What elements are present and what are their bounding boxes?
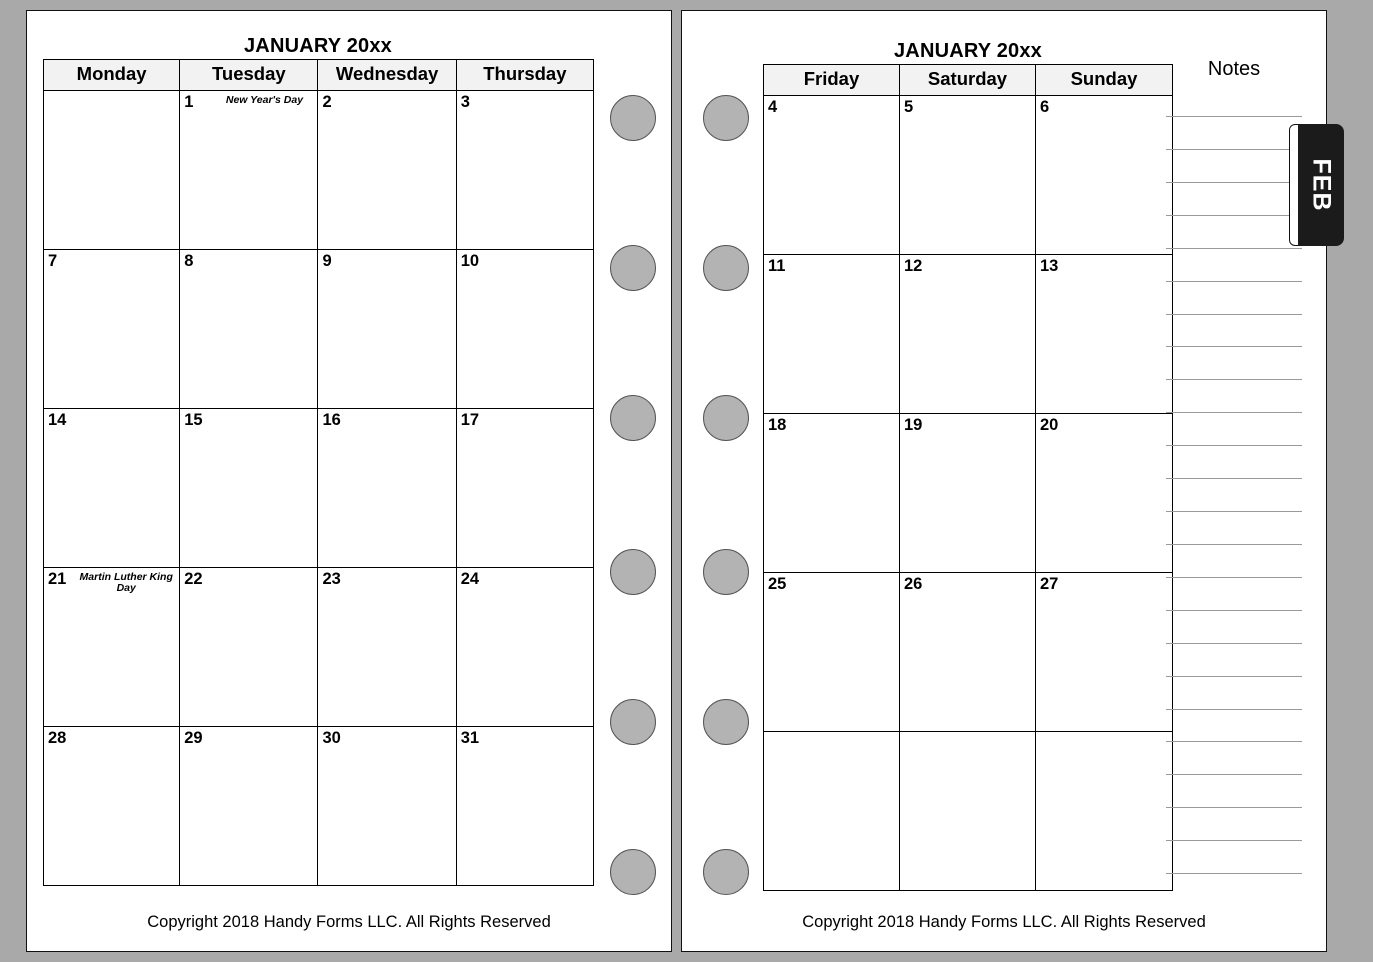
day-cell[interactable] [764, 732, 900, 891]
week-row [44, 727, 594, 886]
column-header-friday: Friday [764, 65, 900, 96]
ring-hole [703, 245, 749, 291]
day-number: 8 [184, 252, 194, 270]
note-line[interactable] [1166, 610, 1302, 611]
day-cell[interactable] [764, 96, 900, 255]
note-line[interactable] [1166, 774, 1302, 775]
day-cell[interactable] [900, 414, 1036, 573]
note-line[interactable] [1166, 840, 1302, 841]
day-cell[interactable] [44, 250, 180, 409]
left-page-title: JANUARY 20xx [243, 35, 393, 57]
day-cell[interactable] [44, 91, 180, 250]
day-cell[interactable] [456, 409, 593, 568]
day-number: 30 [322, 729, 341, 747]
day-cell[interactable] [1036, 732, 1173, 891]
day-cell[interactable] [1036, 414, 1173, 573]
note-line[interactable] [1166, 182, 1302, 183]
day-cell[interactable] [318, 568, 456, 727]
day-number: 22 [184, 570, 203, 588]
note-line[interactable] [1166, 314, 1302, 315]
note-line[interactable] [1166, 709, 1302, 710]
day-number: 3 [460, 93, 470, 111]
day-number: 31 [460, 729, 480, 747]
note-line[interactable] [1166, 116, 1302, 117]
ring-hole [703, 849, 749, 895]
ring-hole [703, 699, 749, 745]
holiday-label: New Year's Day [225, 94, 304, 106]
day-cell[interactable] [180, 409, 318, 568]
right-ring-holes [692, 11, 758, 951]
day-number: 28 [48, 729, 67, 747]
note-line[interactable] [1166, 149, 1302, 150]
day-cell[interactable] [1036, 96, 1173, 255]
day-number: 10 [460, 252, 480, 270]
day-cell[interactable] [456, 727, 593, 886]
ring-hole [703, 395, 749, 441]
week-row [764, 732, 1173, 891]
note-line[interactable] [1166, 643, 1302, 644]
week-row [44, 250, 594, 409]
week-row [44, 91, 594, 250]
day-cell[interactable] [44, 409, 180, 568]
day-cell[interactable] [180, 91, 318, 250]
notes-title: Notes [1207, 58, 1261, 80]
column-header-tuesday: Tuesday [180, 60, 318, 91]
day-cell[interactable] [318, 250, 456, 409]
ring-hole [610, 699, 656, 745]
note-line[interactable] [1166, 346, 1302, 347]
week-row [44, 409, 594, 568]
week-row [764, 96, 1173, 255]
day-cell[interactable] [456, 568, 593, 727]
right-copyright: Copyright 2018 Handy Forms LLC. All Rights Reserved [802, 913, 1206, 931]
day-number: 16 [322, 411, 341, 429]
day-cell[interactable] [1036, 573, 1173, 732]
note-line[interactable] [1166, 248, 1302, 249]
month-tab-feb[interactable] [1298, 124, 1344, 246]
left-ring-holes [599, 11, 665, 951]
note-line[interactable] [1166, 379, 1302, 380]
day-number: 18 [768, 416, 787, 434]
column-header-monday: Monday [44, 60, 180, 91]
day-cell[interactable] [456, 91, 593, 250]
day-cell[interactable] [180, 727, 318, 886]
day-number: 26 [904, 575, 923, 593]
week-row [764, 573, 1173, 732]
ring-hole [610, 395, 656, 441]
note-line[interactable] [1166, 577, 1302, 578]
holiday-label: Martin Luther King Day [79, 571, 173, 595]
note-line[interactable] [1166, 676, 1302, 677]
day-number: 25 [768, 575, 787, 593]
day-number: 21 [48, 570, 67, 588]
day-cell[interactable] [318, 409, 456, 568]
left-copyright: Copyright 2018 Handy Forms LLC. All Rights Reserved [147, 913, 551, 931]
right-header-row [764, 65, 1173, 96]
day-number: 24 [460, 570, 480, 588]
day-cell[interactable] [900, 573, 1036, 732]
day-cell[interactable] [900, 732, 1036, 891]
day-cell[interactable] [764, 573, 900, 732]
right-page-title: JANUARY 20xx [893, 40, 1043, 62]
ring-hole [610, 849, 656, 895]
week-row [44, 568, 594, 727]
ring-hole [703, 95, 749, 141]
day-cell[interactable] [44, 727, 180, 886]
day-number: 4 [768, 98, 778, 116]
day-cell[interactable] [318, 91, 456, 250]
note-line[interactable] [1166, 511, 1302, 512]
day-number: 6 [1040, 98, 1050, 116]
day-number: 20 [1040, 416, 1059, 434]
ring-hole [610, 95, 656, 141]
day-cell[interactable] [900, 255, 1036, 414]
week-row [764, 414, 1173, 573]
left-header-row [44, 60, 594, 91]
day-number: 29 [184, 729, 203, 747]
day-number: 15 [184, 411, 203, 429]
week-row [764, 255, 1173, 414]
note-line[interactable] [1166, 478, 1302, 479]
day-cell[interactable] [318, 727, 456, 886]
day-cell[interactable] [764, 414, 900, 573]
day-cell[interactable] [180, 250, 318, 409]
day-number: 5 [904, 98, 914, 116]
column-header-sunday: Sunday [1036, 65, 1173, 96]
ring-hole [610, 245, 656, 291]
day-cell[interactable] [764, 255, 900, 414]
day-number: 19 [904, 416, 923, 434]
day-number: 7 [48, 252, 58, 270]
day-number: 14 [48, 411, 67, 429]
day-cell[interactable] [900, 96, 1036, 255]
month-tab-label: FEB [1307, 158, 1336, 212]
note-line[interactable] [1166, 412, 1302, 413]
day-cell[interactable] [44, 568, 180, 727]
day-number: 17 [460, 411, 480, 429]
right-calendar-grid [763, 64, 1173, 891]
note-line[interactable] [1166, 445, 1302, 446]
note-line[interactable] [1166, 873, 1302, 874]
column-header-thursday: Thursday [456, 60, 593, 91]
day-number: 12 [904, 257, 923, 275]
notes-lines[interactable] [1166, 116, 1302, 906]
column-header-saturday: Saturday [900, 65, 1036, 96]
ring-hole [703, 549, 749, 595]
day-number: 27 [1040, 575, 1059, 593]
day-number: 23 [322, 570, 341, 588]
left-calendar-grid [43, 59, 594, 886]
note-line[interactable] [1166, 544, 1302, 545]
day-cell[interactable] [456, 250, 593, 409]
day-number: 9 [322, 252, 332, 270]
day-cell[interactable] [180, 568, 318, 727]
note-line[interactable] [1166, 281, 1302, 282]
note-line[interactable] [1166, 741, 1302, 742]
day-number: 2 [322, 93, 332, 111]
note-line[interactable] [1166, 807, 1302, 808]
left-page [26, 10, 672, 952]
column-header-wednesday: Wednesday [318, 60, 456, 91]
day-cell[interactable] [1036, 255, 1173, 414]
day-number: 13 [1040, 257, 1059, 275]
note-line[interactable] [1166, 215, 1302, 216]
day-number: 11 [768, 257, 786, 275]
ring-hole [610, 549, 656, 595]
day-number: 1 [184, 93, 194, 111]
